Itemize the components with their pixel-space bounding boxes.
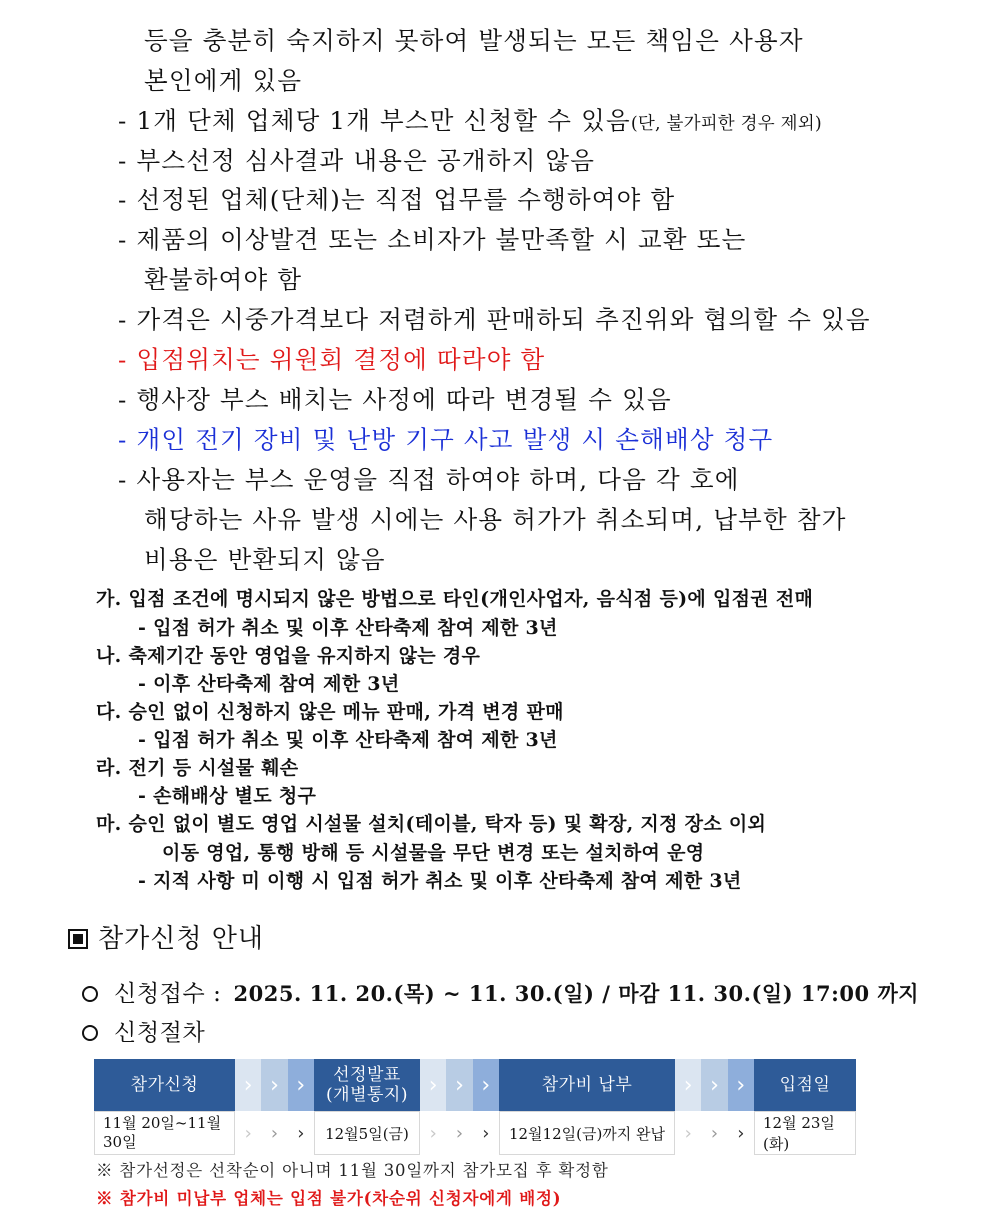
chevron-right-icon: › (288, 1059, 314, 1111)
flow-arrows (420, 1059, 499, 1155)
chevron-right-icon: › (446, 1059, 472, 1111)
rule-line: 본인에게 있음 (144, 66, 303, 95)
rule-line: - 선정된 업체(단체)는 직접 업무를 수행하여야 함 (118, 185, 676, 214)
flow-step-title: 입점일 (754, 1059, 856, 1111)
penalty-item: 나. 축제기간 동안 영업을 유지하지 않는 경우 (96, 645, 481, 667)
reception-label: 신청접수 : (114, 981, 222, 1007)
flow-step-date: 12월 23일(화) (754, 1111, 856, 1155)
chevron-right-icon: › (420, 1059, 446, 1111)
procedure-line (82, 1014, 205, 1047)
flow-step-title-text: 선정발표 (333, 1065, 401, 1085)
rule-text: - 1개 단체 업체당 1개 부스만 신청할 수 있음 (118, 106, 631, 135)
penalty-item: 라. 전기 등 시설물 훼손 (96, 757, 299, 779)
penalty-item: 가. 입점 조건에 명시되지 않은 방법으로 타인(개인사업자, 음식점 등)에 입점권 전매 (96, 588, 814, 610)
flow-step-subtitle: (개별통지) (326, 1085, 408, 1105)
flow-step-date: 11월 20일~11월 30일 (94, 1111, 235, 1155)
rule-line-highlight-red: - 입점위치는 위원회 결정에 따라야 함 (118, 345, 546, 374)
chevron-right-icon: › (710, 1122, 719, 1144)
flow-arrows (675, 1059, 754, 1155)
flow-step-payment (499, 1059, 675, 1155)
penalty-sub: - 손해배상 별도 청구 (138, 785, 317, 807)
flow-step-date: 12월12일(금)까지 완납 (499, 1111, 675, 1155)
chevron-right-icon: › (728, 1059, 754, 1111)
procedure-label: 신청절차 (114, 1020, 206, 1046)
rule-line: - 제품의 이상발견 또는 소비자가 불만족할 시 교환 또는 (118, 225, 747, 254)
chevron-right-icon: › (455, 1122, 464, 1144)
chevron-right-icon: › (429, 1122, 437, 1144)
flow-step-apply (94, 1059, 235, 1155)
rule-note: (단, 불가피한 경우 제외) (630, 114, 822, 134)
penalty-sub: - 이후 산타축제 참여 제한 3년 (138, 673, 400, 695)
chevron-right-icon: › (684, 1122, 692, 1144)
rule-line: - 사용자는 부스 운영을 직접 하여야 하며, 다음 각 호에 (118, 465, 740, 494)
note-line-warning: ※ 참가비 미납부 업체는 입점 불가(차순위 신청자에게 배정) (96, 1189, 562, 1208)
flow-arrows (235, 1059, 314, 1155)
chevron-right-icon: › (701, 1059, 727, 1111)
penalty-sub: - 입점 허가 취소 및 이후 산타축제 참여 제한 3년 (138, 729, 558, 751)
chevron-right-icon: › (244, 1122, 252, 1144)
penalty-item-cont: 이동 영업, 통행 방해 등 시설물을 무단 변경 또는 설치하여 운영 (162, 842, 705, 864)
rule-line (118, 102, 822, 137)
section-heading (68, 918, 264, 955)
penalty-sub: - 지적 사항 미 이행 시 입점 허가 취소 및 이후 산타축제 참여 제한 3년 (138, 870, 742, 892)
flow-step-title (314, 1059, 420, 1111)
chevron-right-icon: › (297, 1122, 305, 1144)
chevron-right-icon: › (737, 1122, 745, 1144)
flow-step-title: 참가신청 (94, 1059, 235, 1111)
section-title: 참가신청 안내 (98, 924, 264, 954)
chevron-right-icon: › (473, 1059, 499, 1111)
flow-step-date: 12월5일(금) (314, 1111, 420, 1155)
rule-line: 등을 충분히 숙지하지 못하여 발생되는 모든 책임은 사용자 (144, 26, 804, 55)
penalty-item: 다. 승인 없이 신청하지 않은 메뉴 판매, 가격 변경 판매 (96, 701, 564, 723)
rule-line: 환불하여야 함 (144, 265, 303, 294)
rule-line: - 부스선정 심사결과 내용은 공개하지 않음 (118, 146, 596, 175)
chevron-right-icon: › (235, 1059, 261, 1111)
rule-line: 비용은 반환되지 않음 (144, 545, 386, 574)
rule-line: - 가격은 시중가격보다 저렴하게 판매하되 추진위와 협의할 수 있음 (118, 305, 871, 334)
rule-line: 해당하는 사유 발생 시에는 사용 허가가 취소되며, 납부한 참가 (144, 505, 847, 534)
circle-bullet-icon (82, 1025, 98, 1041)
reception-line (82, 975, 919, 1008)
note-line: ※ 참가선정은 선착순이 아니며 11월 30일까지 참가모집 후 확정함 (96, 1161, 609, 1180)
chevron-right-icon: › (482, 1122, 490, 1144)
rule-line-highlight-blue: - 개인 전기 장비 및 난방 기구 사고 발생 시 손해배상 청구 (118, 425, 774, 454)
flow-step-opening (754, 1059, 856, 1155)
penalty-item: 마. 승인 없이 별도 영업 시설물 설치(테이블, 탁자 등) 및 확장, 지정 장소 이외 (96, 813, 767, 835)
rule-line: - 행사장 부스 배치는 사정에 따라 변경될 수 있음 (118, 385, 672, 414)
procedure-flow (94, 1059, 856, 1157)
filled-square-icon (68, 929, 88, 949)
chevron-right-icon: › (675, 1059, 701, 1111)
circle-bullet-icon (82, 986, 98, 1002)
chevron-right-icon: › (261, 1059, 287, 1111)
flow-step-title: 참가비 납부 (499, 1059, 675, 1111)
penalty-sub: - 입점 허가 취소 및 이후 산타축제 참여 제한 3년 (138, 617, 558, 639)
reception-value: 2025. 11. 20.(목) ~ 11. 30.(일) / 마감 11. 30.(일) 17:00 까지 (233, 981, 920, 1006)
flow-step-announce (314, 1059, 420, 1155)
chevron-right-icon: › (270, 1122, 279, 1144)
